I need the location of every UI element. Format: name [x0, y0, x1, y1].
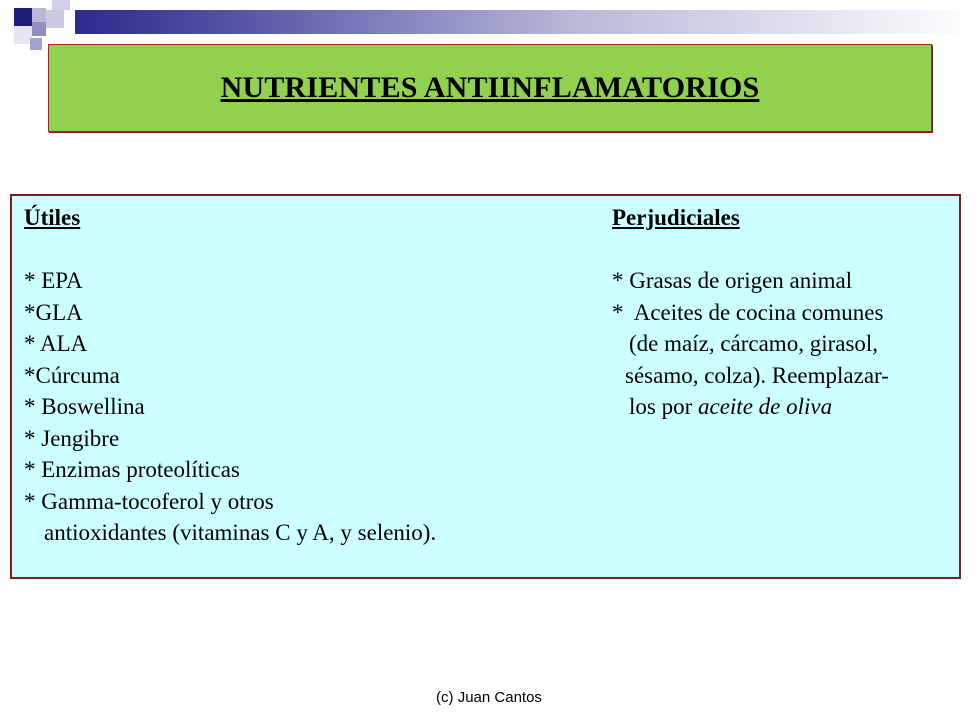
list-item-text: los por	[629, 394, 693, 419]
useful-column	[24, 202, 584, 549]
harmful-heading: Perjudiciales	[612, 205, 740, 230]
list-item: * Enzimas proteolíticas	[24, 457, 240, 482]
footer-credit: (c) Juan Cantos	[436, 689, 542, 706]
list-item: antioxidantes (vitaminas C y A, y selenio).	[44, 520, 437, 545]
useful-heading: Útiles	[24, 205, 81, 230]
spacer	[24, 234, 584, 266]
decor-square	[30, 38, 42, 50]
list-item: *Cúrcuma	[24, 362, 120, 388]
decor-square	[46, 10, 64, 28]
decor-square	[52, 0, 70, 10]
list-item: * Boswellina	[24, 394, 145, 419]
content-box	[10, 194, 961, 579]
list-item: * Jengibre	[24, 425, 120, 451]
decor-square	[32, 8, 46, 22]
list-item: * Aceites de cocina comunes	[612, 299, 884, 325]
list-item: (de maíz, cárcamo, girasol,	[629, 331, 879, 356]
list-item: * Gamma-tocoferol y otros	[24, 488, 274, 514]
italic-emphasis: aceite de oliva	[698, 394, 833, 419]
spacer	[612, 234, 957, 266]
header-gradient-bar	[75, 10, 978, 34]
list-item: * Grasas de origen animal	[612, 268, 853, 293]
list-item: * ALA	[24, 331, 88, 356]
page-title: NUTRIENTES ANTIINFLAMATORIOS	[220, 71, 760, 104]
decor-square	[32, 22, 46, 36]
list-item: sésamo, colza). Reemplazar-	[625, 362, 889, 388]
decor-square	[14, 8, 32, 26]
title-box	[48, 44, 932, 132]
list-item: * EPA	[24, 268, 83, 293]
list-item	[612, 391, 957, 423]
harmful-column	[612, 202, 957, 423]
list-item: *GLA	[24, 299, 83, 325]
